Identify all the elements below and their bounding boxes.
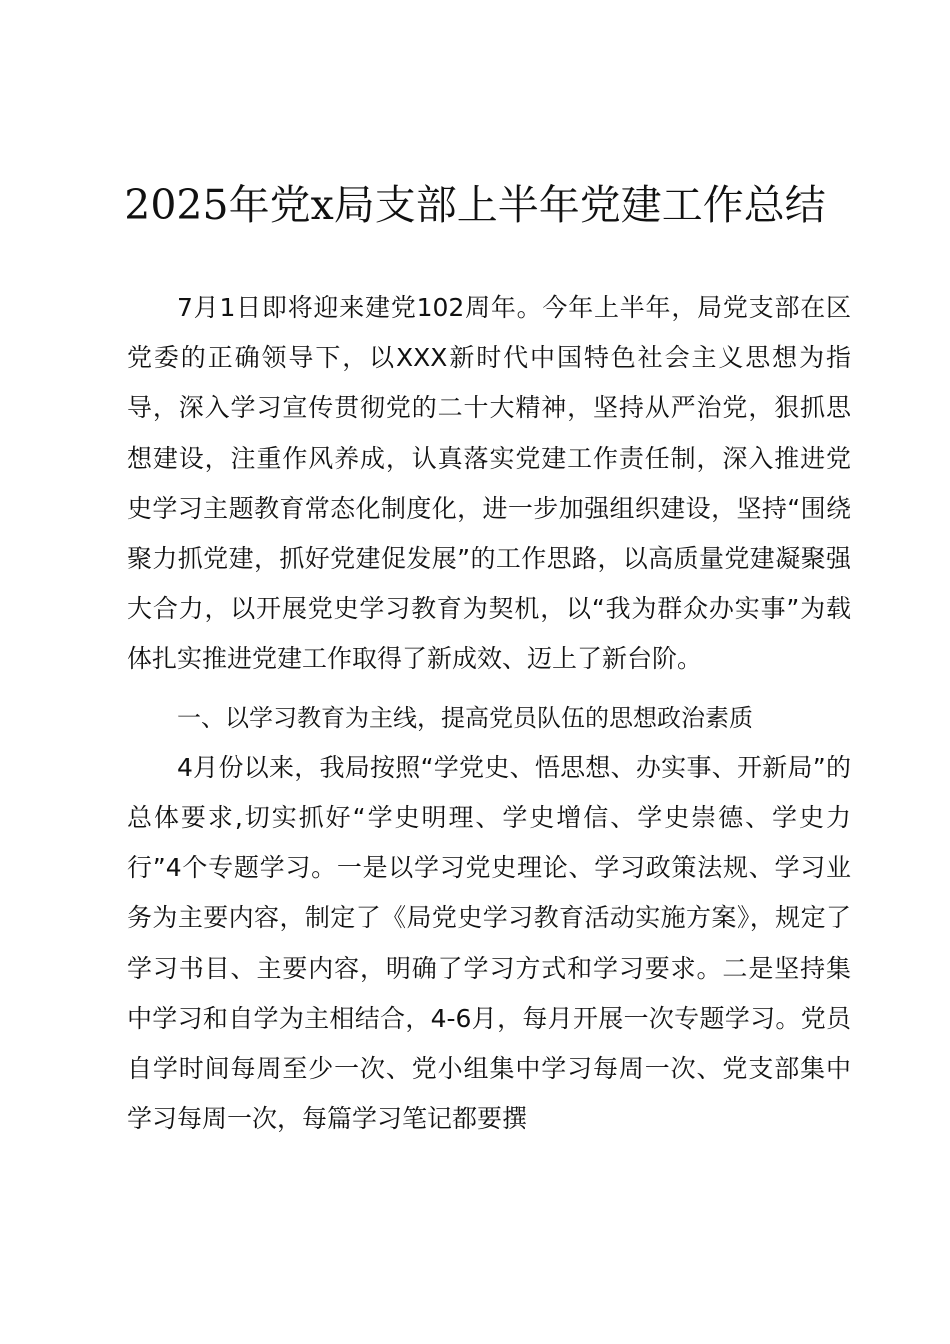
document-title: 2025年党x局支部上半年党建工作总结 [124,181,826,229]
document-body [127,283,851,1144]
section-1-paragraph: 4月份以来，我局按照“学党史、悟思想、办实事、开新局”的总体要求,切实抓好“学史明理、学史增信、学史崇德、学史力行”4个专题学习。一是以学习党史理论、学习政策法规、学习业务为主要内容，制定了《局党史学习教育活动实施方案》，规定了学习书目、主要内容，明确了学习方式和学习要求。二是坚持集中学习和自学为主相结合，4-6月，每月开展一次专题学习。党员自学时间每周至少一次、党小组集中学习每周一次、党支部集中学习每周一次，每篇学习笔记都要撰 [127,752,851,1134]
intro-paragraph: 7月1日即将迎来建党102周年。今年上半年，局党支部在区党委的正确领导下，以XXX新时代中国特色社会主义思想为指导，深入学习宣传贯彻党的二十大精神，坚持从严治党，狠抓思想建设，注重作风养成，认真落实党建工作责任制，深入推进党史学习主题教育常态化制度化，进一步加强组织建设，坚持“围绕聚力抓党建，抓好党建促发展”的工作思路，以高质量党建凝聚强大合力，以开展党史学习教育为契机，以“我为群众办实事”为载体扎实推进党建工作取得了新成效、迈上了新台阶。 [127,293,851,674]
section-heading-1: 一、以学习教育为主线，提高党员队伍的思想政治素质 [177,703,753,732]
